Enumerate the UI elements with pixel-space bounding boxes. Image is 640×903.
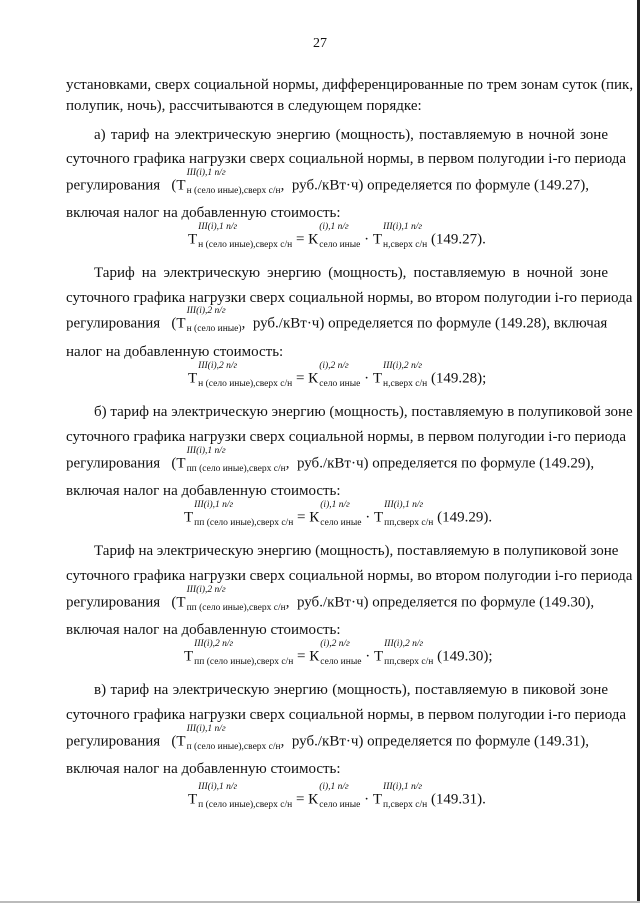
text-line: установками, сверх социальной нормы, дифференцированные по трем зонам суток (пик, [66, 77, 634, 93]
text-line: Тариф на электрическую энергию (мощность), поставляемую в ночной зоне [94, 265, 608, 281]
text-line: включая налог на добавленную стоимость: [66, 205, 341, 221]
formula-149-27: Т III(i),1 п/г н (село иные),сверх с/н = К (i),1 п/г село иные · Т III(i),1 п/г н,сверх с/н (149.27). [188, 222, 486, 250]
inline-tariff-symbol: III(i),2 п/г н (село иные) [186, 306, 242, 334]
text-line: суточного графика нагрузки сверх социальной нормы, в первом полугодии i-го периода [66, 429, 627, 445]
formula-149-28: Т III(i),2 п/г н (село иные),сверх с/н = К (i),2 п/г село иные · Т III(i),2 п/г н,сверх с/н (149.28); [188, 361, 487, 389]
page-number: 27 [313, 36, 327, 51]
text-line: суточного графика нагрузки сверх социальной нормы, во втором полугодии i-го периода [66, 290, 633, 306]
text-line: суточного графика нагрузки сверх социальной нормы, в первом полугодии i-го периода [66, 151, 627, 167]
text-line: Тариф на электрическую энергию (мощность), поставляемую в полупиковой зоне [94, 543, 619, 559]
text-line: а) тариф на электрическую энергию (мощность), поставляемую в ночной зоне [94, 127, 608, 143]
text-line: включая налог на добавленную стоимость: [66, 761, 341, 777]
text-line-with-symbol: регулирования (Т III(i),2 п/г н (село иные) , руб./кВт·ч) определяется по формуле (149.28), включая [66, 306, 608, 334]
text-line-with-symbol: регулирования (Т III(i),1 п/г пп (село иные),сверх с/н , руб./кВт·ч) определяется по формуле (149.29), [66, 446, 595, 474]
text-line-with-symbol: регулирования (Т III(i),1 п/г н (село иные),сверх с/н , руб./кВт·ч) определяется по формуле (149.27), [66, 168, 590, 196]
text-line: в) тариф на электрическую энергию (мощность), поставляемую в пиковой зоне [94, 682, 608, 698]
text-line-with-symbol: регулирования (Т III(i),1 п/г п (село иные),сверх с/н , руб./кВт·ч) определяется по формуле (149.31), [66, 724, 590, 752]
text-line: б) тариф на электрическую энергию (мощность), поставляемую в полупиковой зоне [94, 404, 633, 420]
text-line: полупик, ночь), рассчитываются в следующем порядке: [66, 98, 422, 114]
text-line: включая налог на добавленную стоимость: [66, 622, 341, 638]
inline-tariff-symbol: III(i),1 п/г н (село иные),сверх с/н [186, 168, 281, 196]
text-line: суточного графика нагрузки сверх социальной нормы, в первом полугодии i-го периода [66, 707, 627, 723]
formula-149-30: Т III(i),2 п/г пп (село иные),сверх с/н = К (i),2 п/г село иные · Т III(i),2 п/г пп,сверх с/н (149.30); [184, 639, 493, 667]
text-line: налог на добавленную стоимость: [66, 344, 284, 360]
formula-149-29: Т III(i),1 п/г пп (село иные),сверх с/н = К (i),1 п/г село иные · Т III(i),1 п/г пп,сверх с/н (149.29). [184, 500, 493, 528]
text-line-with-symbol: регулирования (Т III(i),2 п/г пп (село иные),сверх с/н , руб./кВт·ч) определяется по формуле (149.30), [66, 585, 595, 613]
inline-tariff-symbol: III(i),1 п/г пп (село иные),сверх с/н [186, 446, 286, 474]
text-line: включая налог на добавленную стоимость: [66, 483, 341, 499]
text-line: суточного графика нагрузки сверх социальной нормы, во втором полугодии i-го периода [66, 568, 633, 584]
formula-149-31: Т III(i),1 п/г п (село иные),сверх с/н = К (i),1 п/г село иные · Т III(i),1 п/г п,сверх с/н (149.31). [188, 782, 486, 810]
inline-tariff-symbol: III(i),1 п/г п (село иные),сверх с/н [186, 724, 281, 752]
inline-tariff-symbol: III(i),2 п/г пп (село иные),сверх с/н [186, 585, 286, 613]
